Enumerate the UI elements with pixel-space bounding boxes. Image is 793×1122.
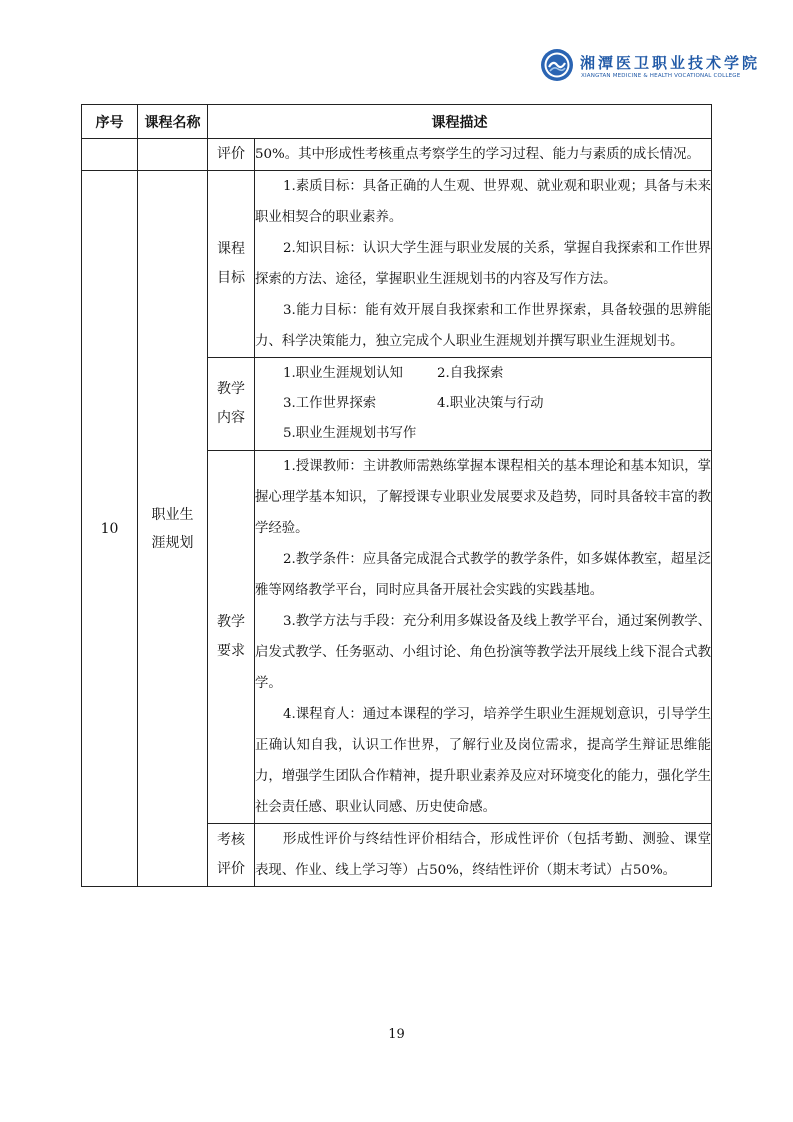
assessment-description (255, 824, 712, 887)
continuation-number-cell (82, 139, 138, 171)
content-item: 2.自我探索 (437, 366, 504, 381)
course-name: 职业生涯规划 (138, 171, 208, 887)
course-table (81, 104, 712, 887)
content-description (255, 358, 712, 451)
content-item: 4.职业决策与行动 (437, 396, 544, 411)
course-number: 10 (82, 171, 138, 887)
requirement-paragraph: 4.课程育人：通过本课程的学习，培养学生职业生涯规划意识，引导学生正确认知自我，认识工作世界，了解行业及岗位需求，提高学生辩证思维能力，增强学生团队合作精神，提升职业素养及应对环境变化的能力，强化学生社会责任感、职业认同感、历史使命感。 (255, 707, 711, 815)
goals-row (82, 171, 712, 358)
requirement-paragraph: 1.授课教师：主讲教师需熟练掌握本课程相关的基本理论和基本知识，掌握心理学基本知识，了解授课专业职业发展要求及趋势，同时具备较丰富的教学经验。 (255, 459, 711, 536)
requirements-description (255, 451, 712, 824)
goal-paragraph: 3.能力目标：能有效开展自我探索和工作世界探索，具备较强的思辨能力、科学决策能力，独立完成个人职业生涯规划并撰写职业生涯规划书。 (255, 303, 711, 349)
requirement-paragraph: 2.教学条件：应具备完成混合式教学的教学条件，如多媒体教室，超星泛雅等网络教学平台，同时应具备开展社会实践的实践基地。 (255, 552, 711, 598)
content-item: 1.职业生涯规划认知 (283, 366, 403, 381)
requirements-label: 教学要求 (208, 451, 255, 824)
goals-description (255, 171, 712, 358)
college-logo (540, 48, 761, 88)
assessment-label: 考核评价 (208, 824, 255, 887)
college-logo-english: XIANGTAN MEDICINE & HEALTH VOCATIONAL COLLEGE (581, 73, 741, 79)
assessment-text: 形成性评价与终结性评价相结合，形成性评价（包括考勤、测验、课堂表现、作业、线上学习等）占50%，终结性评价（期末考试）占50%。 (255, 832, 711, 878)
page-number: 19 (388, 1027, 405, 1042)
continuation-label: 评价 (208, 139, 255, 171)
content-item: 3.工作世界探索 (283, 396, 377, 411)
goals-label: 课程目标 (208, 171, 255, 358)
content-item: 5.职业生涯规划书写作 (283, 426, 417, 441)
continuation-row (82, 139, 712, 171)
continuation-name-cell (138, 139, 208, 171)
header-number: 序号 (82, 105, 138, 139)
continuation-text: 50%。其中形成性考核重点考察学生的学习过程、能力与素质的成长情况。 (255, 139, 712, 171)
goal-paragraph: 1.素质目标：具备正确的人生观、世界观、就业观和职业观；具备与未来职业相契合的职业素养。 (255, 179, 711, 225)
content-label: 教学内容 (208, 358, 255, 451)
header-course-description: 课程描述 (208, 105, 712, 139)
requirement-paragraph: 3.教学方法与手段：充分利用多媒设备及线上教学平台，通过案例教学、启发式教学、任务驱动、小组讨论、角色扮演等教学法开展线上线下混合式教学。 (255, 614, 711, 691)
header-course-name: 课程名称 (138, 105, 208, 139)
college-emblem-icon (540, 48, 574, 82)
college-logo-chinese: 湘潭医卫职业技术学院 (580, 54, 761, 72)
table-header-row (82, 105, 712, 139)
goal-paragraph: 2.知识目标：认识大学生涯与职业发展的关系，掌握自我探索和工作世界探索的方法、途径，掌握职业生涯规划书的内容及写作方法。 (255, 241, 711, 287)
